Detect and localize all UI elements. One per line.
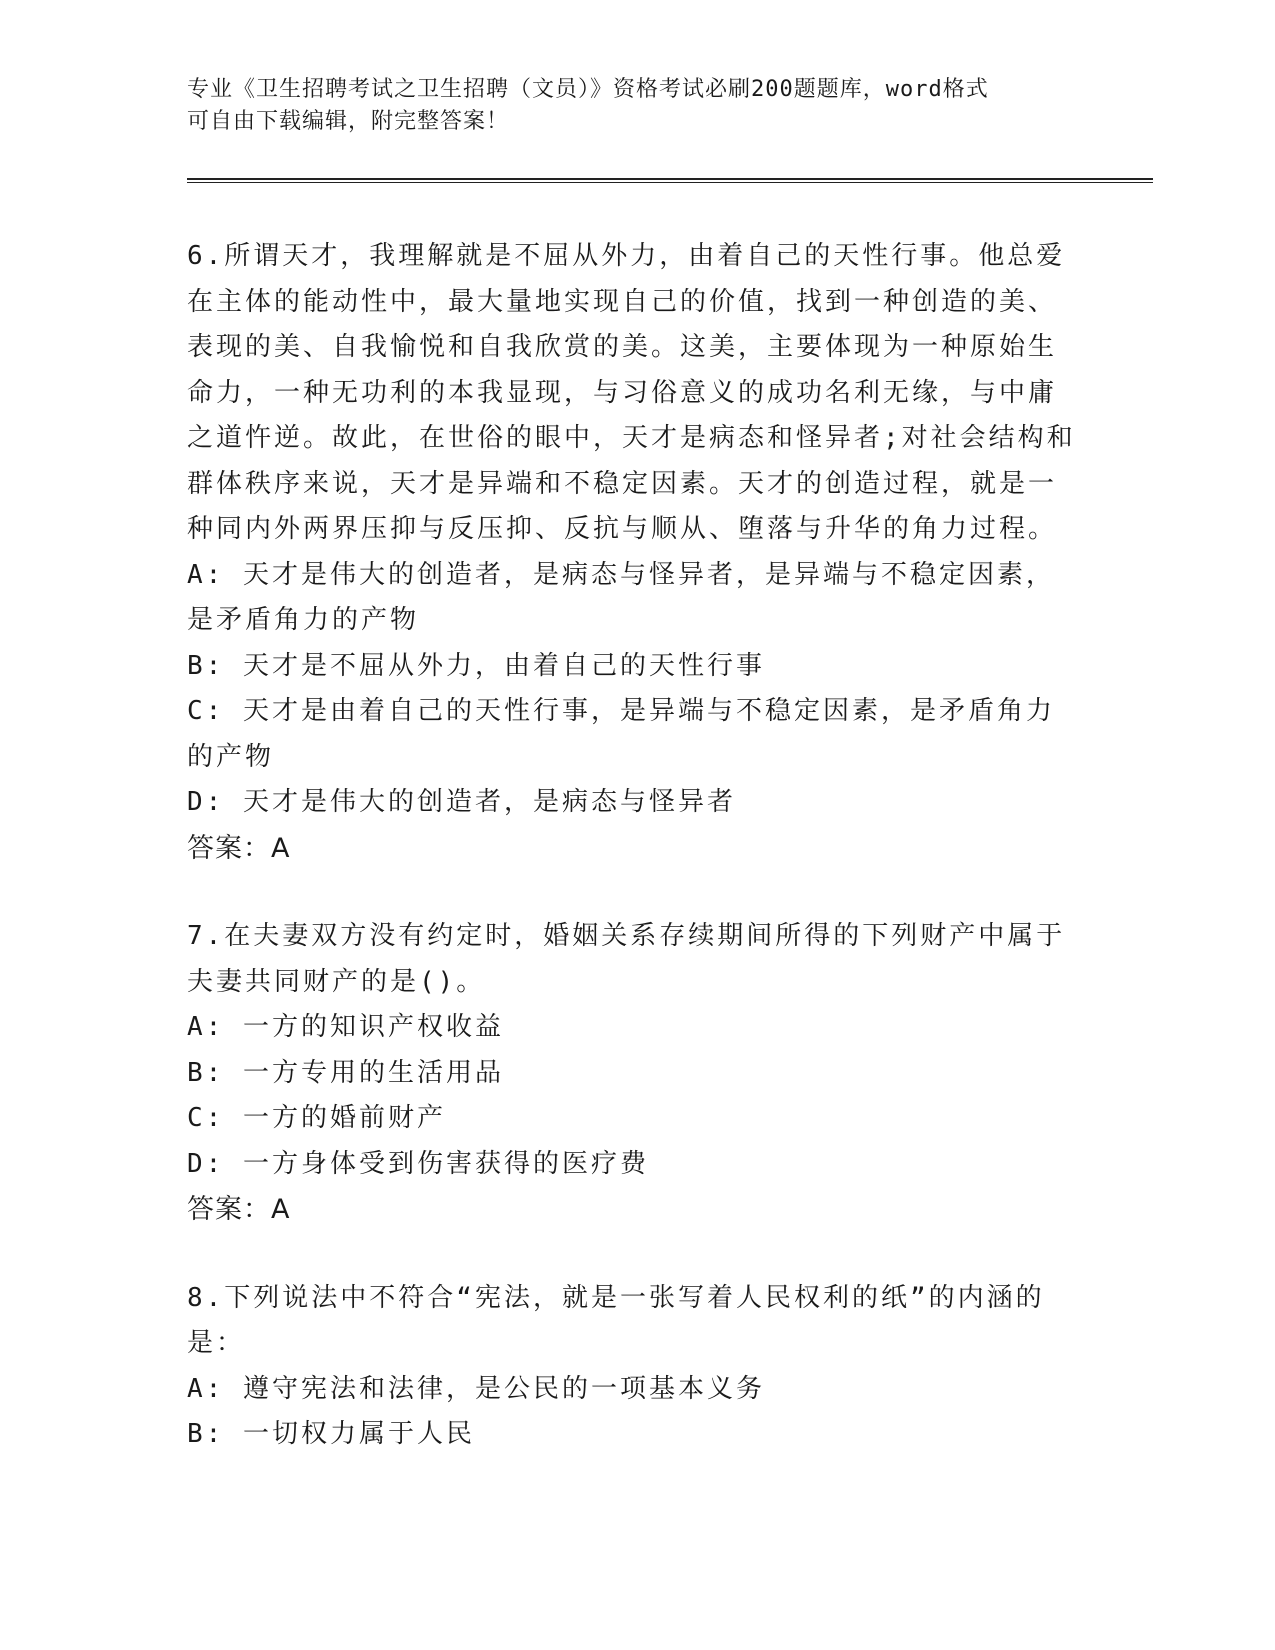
- header-divider: [187, 178, 1153, 184]
- answer-label: 答案：A: [187, 832, 291, 864]
- option-a: A: 天才是伟大的创造者，是病态与怪异者，是异端与不稳定因素，是矛盾角力的产物: [187, 559, 1055, 635]
- question-list: [187, 234, 1077, 1501]
- answer-label: 答案：A: [187, 1194, 291, 1225]
- document-header: [187, 74, 1067, 138]
- option-c: C: 一方的婚前财产: [187, 1103, 446, 1133]
- option-b: B: 一切权力属于人民: [187, 1419, 475, 1449]
- option-d: D: 一方身体受到伤害获得的医疗费: [187, 1148, 649, 1179]
- question-7: [187, 914, 1077, 1233]
- header-line-2: 可自由下载编辑，附完整答案！: [187, 109, 510, 134]
- question-stem: 6.所谓天才，我理解就是不屈从外力，由着自己的天性行事。他总爱在主体的能动性中，最大量地实现自己的价值，找到一种创造的美、表现的美、自我愉悦和自我欣赏的美。这美，主要体现为一种原始生命力，一种无功利的本我显现，与习俗意义的成功名利无缘，与中庸之道忤逆。故此，在世俗的眼中，天才是病态和怪异者;对社会结构和群体秩序来说，天才是异端和不稳定因素。天才的创造过程，就是一种同内外两界压抑与反压抑、反抗与顺从、堕落与升华的角力过程。: [187, 241, 1076, 544]
- question-6: [187, 234, 1077, 871]
- question-stem: 7.在夫妻双方没有约定时，婚姻关系存续期间所得的下列财产中属于夫妻共同财产的是()。: [187, 921, 1066, 997]
- option-a: A: 遵守宪法和法律，是公民的一项基本义务: [187, 1373, 765, 1404]
- question-stem: 8.下列说法中不符合“宪法，就是一张写着人民权利的纸”的内涵的是：: [187, 1282, 1045, 1358]
- option-b: B: 天才是不屈从外力，由着自己的天性行事: [187, 650, 765, 681]
- header-line-1: 专业《卫生招聘考试之卫生招聘（文员）》资格考试必刷200题题库，word格式: [187, 77, 989, 102]
- option-c: C: 天才是由着自己的天性行事，是异端与不稳定因素，是矛盾角力的产物: [187, 696, 1055, 772]
- option-d: D: 天才是伟大的创造者，是病态与怪异者: [187, 787, 736, 817]
- option-b: B: 一方专用的生活用品: [187, 1057, 504, 1088]
- option-a: A: 一方的知识产权收益: [187, 1012, 504, 1042]
- question-8: [187, 1276, 1077, 1458]
